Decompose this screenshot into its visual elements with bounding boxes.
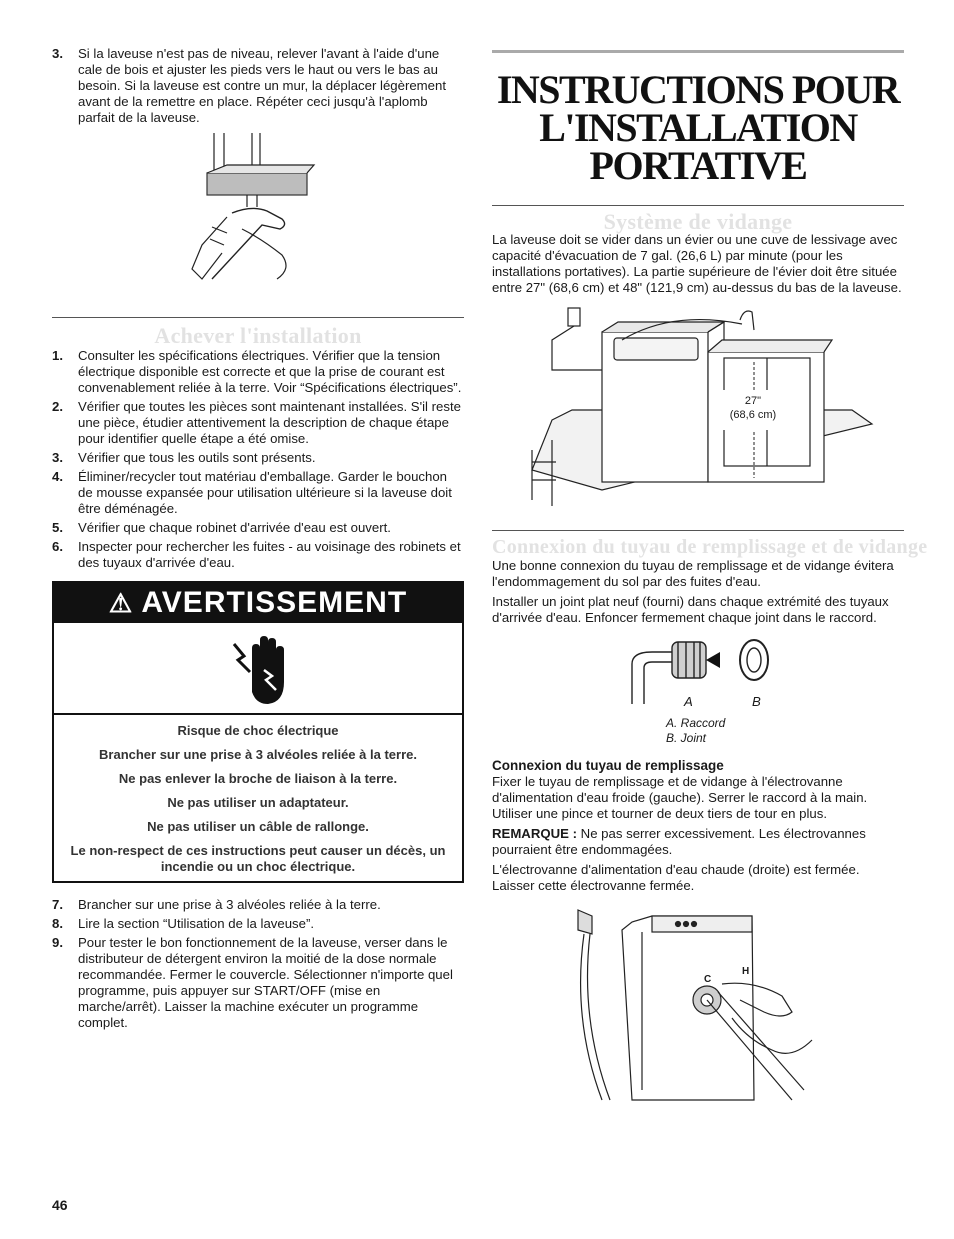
drain-paragraph: La laveuse doit se vider dans un évier ou une cuve de lessivage avec capacité d'évacuation de 7 gal. (26,6 L) par minute (pour les installations portatives). La partie supérieure de l'évier doit être située entre 27" (68,6 cm) et 48" (121,9 cm) au-dessus du bas de la laveuse.: [492, 232, 902, 295]
section-divider: [492, 530, 904, 531]
list-item: [52, 539, 464, 571]
title-bottom-rule: [492, 205, 904, 206]
warning-box: [52, 581, 464, 883]
dimension-cm: (68,6 cm): [729, 409, 777, 421]
sink-diagram: [492, 300, 904, 514]
step-number: 4.: [52, 469, 63, 484]
coupling-gasket-illustration: [492, 634, 904, 710]
caption-a: A. Raccord: [666, 716, 726, 730]
section-heading-drain: Système de vidange: [603, 209, 793, 234]
step-number: 6.: [52, 539, 63, 554]
left-column: [52, 46, 464, 1034]
hot-valve-paragraph: L'électrovanne d'alimentation d'eau chaude (droite) est fermée. Laisser cette électrovanne fermée.: [492, 862, 860, 893]
remark-label: REMARQUE :: [492, 826, 577, 841]
final-steps-list: [52, 897, 464, 1031]
list-item: [52, 469, 464, 517]
step-number: 7.: [52, 897, 63, 912]
step-text: Pour tester le bon fonctionnement de la laveuse, verser dans le distributeur de détergent environ la moitié de la dose normale recommandée. Fermer le couvercle. Sélectionner n'importe quel programme, puis appuyer sur START/OFF (mise en marche/arrêt). Laisser la machine exécuter un programme complet.: [78, 935, 453, 1030]
step-text: Inspecter pour rechercher les fuites - au voisinage des robinets et des tuyaux d'arrivée d'eau.: [78, 539, 461, 570]
warning-title: AVERTISSEMENT: [141, 586, 408, 619]
step-text: Vérifier que chaque robinet d'arrivée d'eau est ouvert.: [78, 520, 391, 535]
leveling-illustration: [52, 129, 464, 295]
remark-paragraph: [492, 826, 904, 858]
list-item: [52, 348, 464, 396]
section-divider: [52, 317, 464, 318]
warning-line: Ne pas utiliser un câble de rallonge.: [147, 819, 369, 834]
hot-valve-label: H: [742, 966, 750, 977]
warning-line: Ne pas enlever la broche de liaison à la terre.: [118, 771, 398, 786]
finish-steps-list: [52, 348, 464, 571]
step-number: 9.: [52, 935, 63, 950]
list-item: [52, 520, 464, 536]
step-number: 3.: [52, 46, 63, 61]
warning-line: Ne pas utiliser un adaptateur.: [167, 795, 349, 810]
list-item: [52, 935, 464, 1031]
page-title: [492, 67, 904, 188]
step-text: Vérifier que toutes les pièces sont maintenant installées. S'il reste une pièce, étudier attentivement la description de chaque étape pour identifier quelle étape a été omise.: [78, 399, 461, 446]
caption-b: B. Joint: [666, 731, 707, 745]
remark-text: Ne pas serrer excessivement. Les électrovannes pourraient être endommagées.: [492, 826, 866, 857]
label-a: A: [684, 694, 693, 709]
warning-line: Brancher sur une prise à 3 alvéoles reliée à la terre.: [99, 747, 417, 762]
fill-hose-subheading: Connexion du tuyau de remplissage: [492, 758, 724, 773]
page-title-line2: L'INSTALLATION PORTATIVE: [539, 105, 857, 188]
page-number: 46: [52, 1197, 68, 1213]
dimension-label: [714, 394, 792, 422]
step-number: 8.: [52, 916, 63, 931]
step-number: 2.: [52, 399, 63, 414]
leveling-step: [52, 46, 464, 126]
warning-header: [54, 583, 462, 623]
list-item: [52, 450, 464, 466]
label-b: B: [752, 694, 761, 709]
shock-hazard-area: [54, 623, 462, 715]
step-number: 5.: [52, 520, 63, 535]
step-text: Brancher sur une prise à 3 alvéoles reliée à la terre.: [78, 897, 381, 912]
warning-body: [54, 715, 462, 881]
step-text: Si la laveuse n'est pas de niveau, relever l'avant à l'aide d'une cale de bois et ajuster les pieds vers le haut ou vers le bas au besoin. Si la laveuse est contre un mur, la déplacer légèrement avant de la remettre en place. Répéter ceci jusqu'à l'aplomb parfait de la laveuse.: [78, 46, 446, 125]
list-item: [52, 897, 464, 913]
step-text: Éliminer/recycler tout matériau d'emballage. Garder le bouchon de mousse expansée pour utilisation ultérieure si la laveuse doit être déménagée.: [78, 469, 452, 516]
valve-connection-illustration: [492, 900, 904, 1128]
hose-intro-paragraph: Une bonne connexion du tuyau de remplissage et de vidange évitera l'endommagement du sol par des fuites d'eau.: [492, 558, 894, 589]
illustration-captions: [492, 716, 904, 746]
step-text: Vérifier que tous les outils sont présents.: [78, 450, 316, 465]
warning-triangle-icon: ⚠: [108, 588, 134, 618]
step-text: Consulter les spécifications électriques. Vérifier que la tension électrique disponible est correcte et que la prise de courant est convenablement reliée à la terre. Voir “Spécifications électriques”.: [78, 348, 462, 395]
fill-hose-paragraph: Fixer le tuyau de remplissage et de vidange à l'électrovanne d'alimentation d'eau froide (gauche). Serrer le raccord à la main. Utiliser une pince et tourner de deux tiers de tour en plus.: [492, 774, 868, 821]
step-text: Lire la section “Utilisation de la laveuse”.: [78, 916, 315, 931]
step-number: 3.: [52, 450, 63, 465]
title-top-rule: [492, 50, 904, 53]
list-item: [52, 399, 464, 447]
warning-hazard-line: Risque de choc électrique: [177, 723, 339, 738]
warning-consequence: Le non-respect de ces instructions peut causer un décès, un incendie ou un choc électrique.: [70, 843, 446, 874]
cold-valve-label: C: [704, 974, 712, 985]
section-heading-finish: Achever l'installation: [154, 323, 362, 348]
dimension-inches: 27": [744, 395, 762, 407]
hose-gasket-paragraph: Installer un joint plat neuf (fourni) dans chaque extrémité des tuyaux d'arrivée d'eau. Enfoncer fermement chaque joint dans le raccord.: [492, 594, 889, 625]
list-item: [52, 916, 464, 932]
right-column: [492, 46, 928, 1128]
page-title-line1: INSTRUCTIONS POUR: [496, 67, 900, 112]
electric-shock-hand-icon: [230, 626, 290, 710]
step-number: 1.: [52, 348, 63, 363]
section-heading-hose: Connexion du tuyau de remplissage et de vidange: [492, 536, 928, 558]
